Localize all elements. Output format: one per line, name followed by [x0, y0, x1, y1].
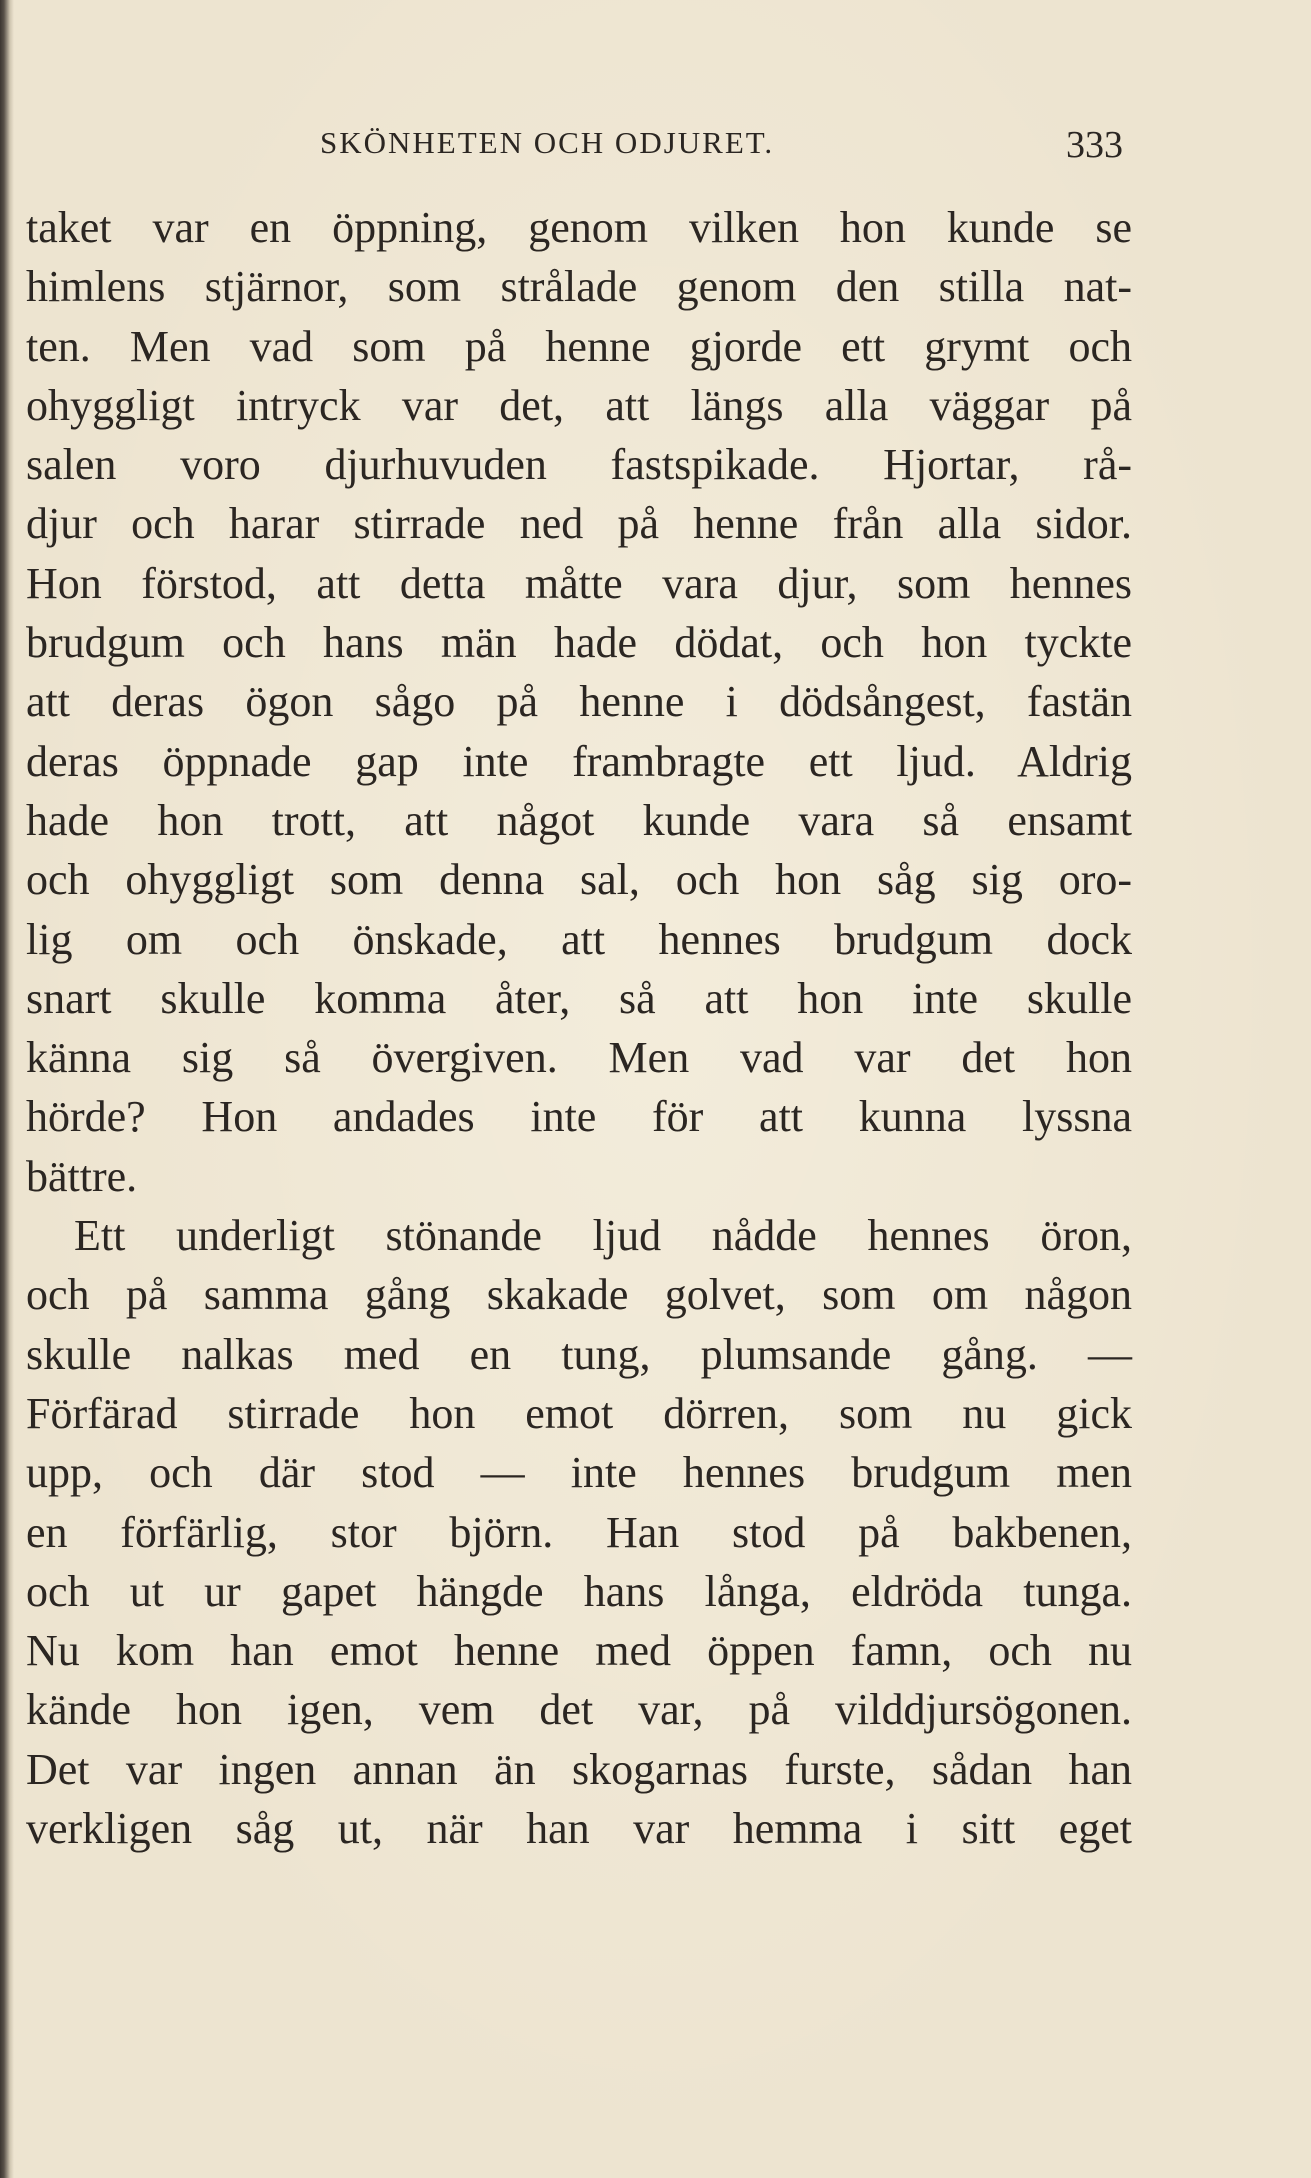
body-text — [26, 198, 1132, 1858]
text-line: verkligen såg ut, när han var hemma i sitt eget — [26, 1804, 1132, 1854]
text-line: och ohyggligt som denna sal, och hon såg sig oro- — [26, 855, 1132, 905]
text-line: brudgum och hans män hade dödat, och hon tyckte — [26, 618, 1132, 668]
text-line: känna sig så övergiven. Men vad var det hon — [26, 1033, 1132, 1083]
text-line: deras öppnade gap inte frambragte ett ljud. Aldrig — [26, 736, 1132, 786]
text-line: snart skulle komma åter, så att hon inte skulle — [26, 973, 1132, 1023]
text-line: en förfärlig, stor björn. Han stod på bakbenen, — [26, 1507, 1132, 1557]
text-line: Förfärad stirrade hon emot dörren, som nu gick — [26, 1388, 1132, 1438]
text-line: och ut ur gapet hängde hans långa, eldröda tunga. — [26, 1566, 1132, 1616]
text-line: hörde? Hon andades inte för att kunna lyssna — [26, 1092, 1132, 1142]
page-number: 333 — [1066, 124, 1123, 166]
running-title: SKÖNHETEN OCH ODJURET. — [320, 125, 775, 160]
paragraph — [26, 1206, 1132, 1858]
text-line: bättre. — [26, 1151, 138, 1201]
text-line: lig om och önskade, att hennes brudgum dock — [26, 914, 1132, 964]
text-line: kände hon igen, vem det var, på vilddjursögonen. — [26, 1685, 1132, 1735]
text-line: taket var en öppning, genom vilken hon kunde se — [26, 203, 1132, 252]
paragraph — [26, 198, 1132, 1206]
text-line: himlens stjärnor, som strålade genom den stilla nat- — [26, 262, 1132, 312]
text-line: Det var ingen annan än skogarnas furste, sådan han — [26, 1744, 1132, 1794]
text-line: upp, och där stod — inte hennes brudgum men — [26, 1448, 1132, 1498]
text-line: och på samma gång skakade golvet, som om någon — [26, 1270, 1132, 1320]
text-line: att deras ögon sågo på henne i dödsångest, fastän — [26, 677, 1132, 727]
text-line: salen voro djurhuvuden fastspikade. Hjortar, rå- — [26, 440, 1132, 490]
text-line: ten. Men vad som på henne gjorde ett grymt och — [26, 321, 1132, 371]
text-line: skulle nalkas med en tung, plumsande gång. — — [26, 1329, 1132, 1379]
text-line: Ett underligt stönande ljud nådde hennes öron, — [74, 1211, 1132, 1261]
page-spine-edge — [0, 0, 14, 2178]
text-line: Nu kom han emot henne med öppen famn, och nu — [26, 1626, 1132, 1676]
text-line: ohyggligt intryck var det, att längs alla väggar på — [26, 380, 1132, 430]
text-line: djur och harar stirrade ned på henne från alla sidor. — [26, 499, 1132, 549]
text-line: hade hon trott, att något kunde vara så ensamt — [26, 795, 1132, 845]
text-line: Hon förstod, att detta måtte vara djur, som hennes — [26, 558, 1132, 608]
running-head — [0, 118, 1311, 168]
